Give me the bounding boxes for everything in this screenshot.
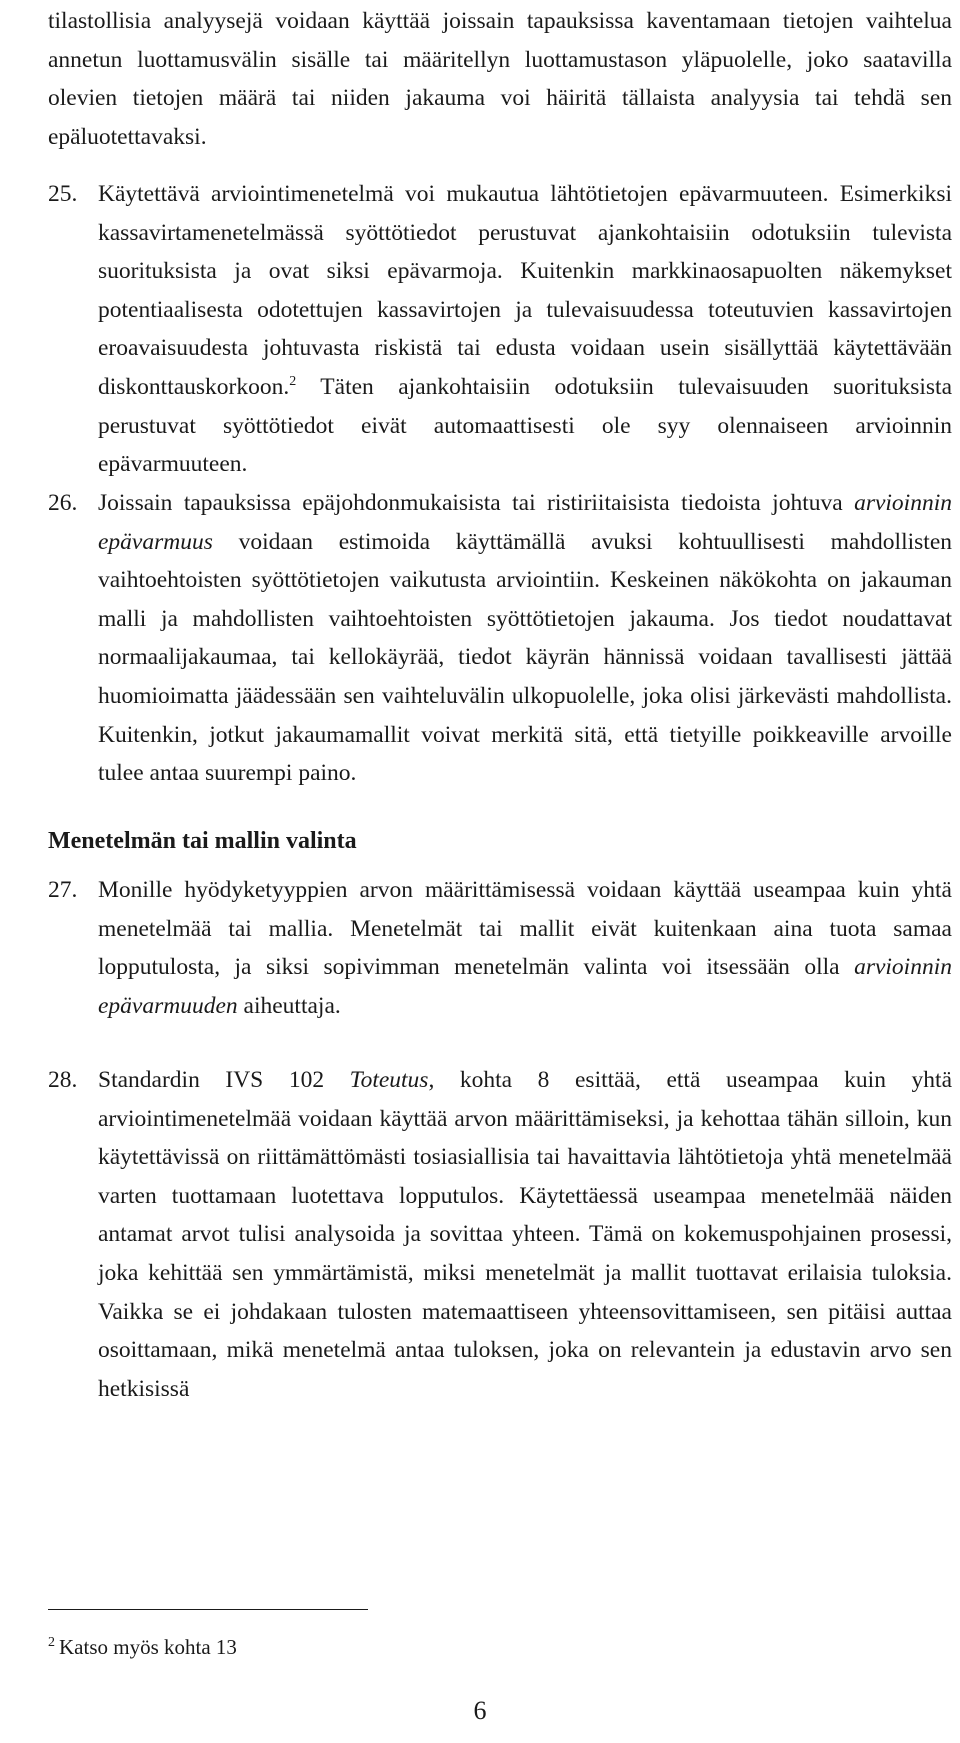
paragraph-text: Monille hyödyketyyppien arvon määrittämisessä voidaan käyttää useampaa kuin yhtä menetelmää tai mallia. Menetelmät tai mallit eivät kuitenkaan aina tuota samaa lopputulosta, ja siksi sopivimman menetelmän valinta voi itsessään olla [98, 877, 952, 981]
footnote [48, 1635, 237, 1660]
paragraph-text: Joissain tapauksissa epäjohdonmukaisista tai ristiriitaisista tiedoista johtuva [98, 490, 855, 516]
paragraph-text: voidaan estimoida käyttämällä avuksi kohtuullisesti mahdollisten vaihtoehtoisten syöttötietojen vaikutusta arviointiin. Keskeinen näkökohta on jakauman malli ja mahdollisten vaihtoehtoisten syöttötietojen jakauma. Jos tiedot noudattavat normaalijakaumaa, tai kellokäyrää, tiedot käyrän hännissä voidaan tavallisesti jättää huomioimatta jäädessään sen vaihteluvälin ulkopuolelle, joka olisi järkevästi mahdollista. Kuitenkin, jotkut jakaumamallit voivat merkitä sitä, että tietyille poikkeaville arvoille tulee antaa suurempi paino. [98, 528, 952, 787]
footnote-mark: 2 [48, 1635, 55, 1650]
paragraph-28 [48, 1061, 952, 1408]
italic-term: arvioinnin epävarmuus [98, 490, 952, 555]
footnote-text: Katso myös kohta 13 [59, 1635, 237, 1659]
paragraph-27 [48, 871, 952, 1025]
paragraph-number: 28. [48, 1067, 78, 1093]
section-heading: Menetelmän tai mallin valinta [48, 828, 357, 854]
paragraph-number: 27. [48, 877, 78, 903]
paragraph-number: 25. [48, 181, 78, 207]
paragraph-25 [48, 175, 952, 484]
paragraph-text: Standardin IVS 102 [98, 1067, 350, 1093]
page-number: 6 [473, 1696, 487, 1725]
paragraph-number: 26. [48, 490, 78, 516]
intro-paragraph: tilastollisia analyysejä voidaan käyttää joissain tapauksissa kaventamaan tietojen vaihtelua annetun luottamusvälin sisälle tai määritellyn luottamustason yläpuolelle, joko saatavilla olevien tietojen määrä tai niiden jakauma voi häiritä tällaista analyysia tai tehdä sen epäluotettavaksi. [48, 8, 952, 150]
italic-term: Toteutus [349, 1067, 429, 1093]
paragraph-text: aiheuttaja. [237, 992, 341, 1019]
footnote-divider [48, 1609, 368, 1610]
italic-term: arvioinnin epävarmuuden [98, 954, 952, 1019]
paragraph-text: Käytettävä arviointimenetelmä voi mukautua lähtötietojen epävarmuuteen. Esimerkiksi kassavirtamenetelmässä syöttötiedot perustuvat ajankohtaisiin odotuksiin tulevista suorituksista ja ovat siksi epävarmoja. Kuitenkin markkinaosapuolten näkemykset potentiaalisesta odotettujen kassavirtojen ja tulevaisuudessa toteutuvien kassavirtojen eroavaisuudesta johtuvasta riskistä tai edusta voidaan usein sisällyttää käytettävään diskonttauskorkoon. [98, 181, 952, 400]
paragraph-text: Täten ajankohtaisiin odotuksiin tulevaisuuden suorituksista perustuvat syöttötiedot eivät automaattisesti ole syy olennaiseen arvioinnin epävarmuuteen. [98, 373, 952, 478]
paragraph-text: , kohta 8 esittää, että useampaa kuin yhtä arviointimenetelmää voidaan käyttää arvon määrittämiseksi, ja kehottaa tähän silloin, kun käytettävissä on riittämättömästi tosiasiallisia tai havaittavia lähtötietoja yhtä menetelmää varten tuottamaan luotettava lopputulos. Käytettäessä useampaa menetelmää näiden antamat arvot tulisi analysoida ja sovittaa yhteen. Tämä on kokemuspohjainen prosessi, joka kehittää sen ymmärtämistä, miksi menetelmät ja mallit tuottavat erilaisia tuloksia. Vaikka se ei johdakaan tulosten matemaattiseen yhteensovittamiseen, sen pitäisi auttaa osoittamaan, mikä menetelmä antaa tuloksen, joka on relevantein ja edustavin arvo sen hetkisissä [98, 1067, 952, 1402]
footnote-reference: 2 [289, 374, 297, 390]
paragraph-26 [48, 484, 952, 793]
